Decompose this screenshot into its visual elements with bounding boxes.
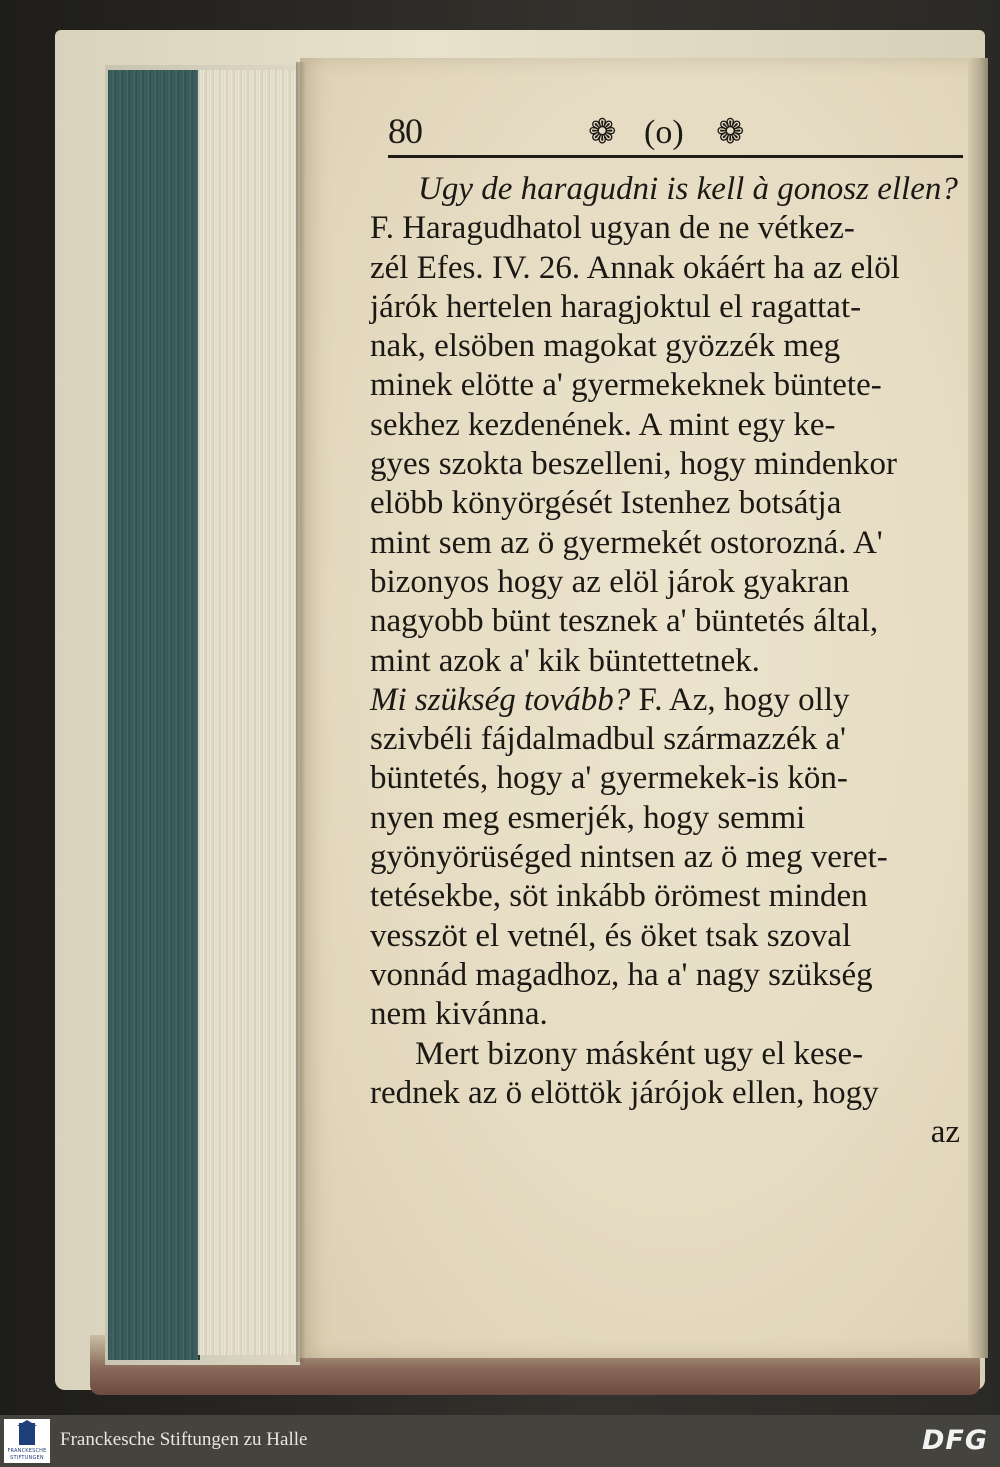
ornament-center: (o) — [644, 114, 684, 151]
text-line: F. Haragudhatol ugyan de ne vétkez- — [370, 210, 855, 247]
page-edges-colored — [108, 70, 200, 1360]
inline-question: Mi szükség tovább? F. Az, hogy olly — [370, 681, 850, 718]
text-line: rednek az ö elöttök járójok ellen, hogy — [370, 1074, 879, 1111]
text-line: tetésekbe, söt inkább örömest minden — [370, 878, 868, 915]
page-edges-leaves — [198, 70, 298, 1355]
text-line: szivbéli fájdalmadbul származzék a' — [370, 721, 846, 758]
text-line: minek elötte a' gyermekeknek büntete- — [370, 367, 882, 404]
ornament-left-icon: ❁ — [588, 114, 617, 151]
gutter-shadow — [296, 62, 306, 1362]
text-line: nagyobb bünt tesznek a' büntetés által, — [370, 603, 879, 640]
text-line: nak, elsöben magokat gyözzék meg — [370, 328, 841, 365]
running-head — [388, 108, 968, 168]
text-line: sekhez kezdenének. A mint egy ke- — [370, 406, 836, 443]
text-line: nyen meg esmerjék, hogy semmi — [370, 799, 806, 836]
text-line: járók hertelen haragjoktul el ragattat- — [370, 288, 862, 325]
dfg-logo: DFG — [921, 1425, 988, 1456]
logo-building-icon — [19, 1423, 35, 1445]
text-line: vesszöt el vetnél, és öket tsak szoval — [370, 917, 852, 954]
viewer-footer — [0, 1415, 1000, 1467]
text-line: mint azok a' kik büntettetnek. — [370, 642, 760, 679]
text-line: Mert bizony másként ugy el kese- — [415, 1035, 864, 1072]
text-line: mint sem az ö gyermekét ostorozná. A' — [370, 524, 883, 561]
page-number: 80 — [388, 111, 422, 151]
inline-question-italic: Mi szükség tovább? — [370, 681, 631, 718]
logo-text-line2: STIFTUNGEN — [10, 1455, 44, 1461]
text-line: elöbb könyörgését Istenhez botsátja — [370, 485, 842, 522]
text-line: gyönyörüséged nintsen az ö meg veret- — [370, 839, 888, 876]
page-text — [370, 170, 960, 1152]
text-line: bizonyos hogy az elöl járok gyakran — [370, 563, 850, 600]
catchword: az — [930, 1114, 960, 1151]
text-line: vonnád magadhoz, ha a' nagy szükség — [370, 956, 873, 993]
text-line: büntetés, hogy a' gyermekek-is kön- — [370, 760, 848, 797]
page-right-edge — [968, 58, 988, 1358]
institution-name: Franckesche Stiftungen zu Halle — [60, 1429, 308, 1450]
ornament-right-icon: ❁ — [716, 114, 745, 151]
text-line: zél Efes. IV. 26. Annak okáért ha az elöl — [370, 249, 900, 286]
header-rule — [388, 155, 963, 158]
logo-text-line1: FRANCKESCHE — [7, 1448, 47, 1454]
text-line: gyes szokta beszelleni, hogy mindenkor — [370, 446, 897, 483]
institution-logo — [4, 1419, 50, 1463]
section-question: Ugy de haragudni is kell à gonosz ellen? — [418, 171, 958, 207]
text-line: nem kivánna. — [370, 996, 548, 1033]
